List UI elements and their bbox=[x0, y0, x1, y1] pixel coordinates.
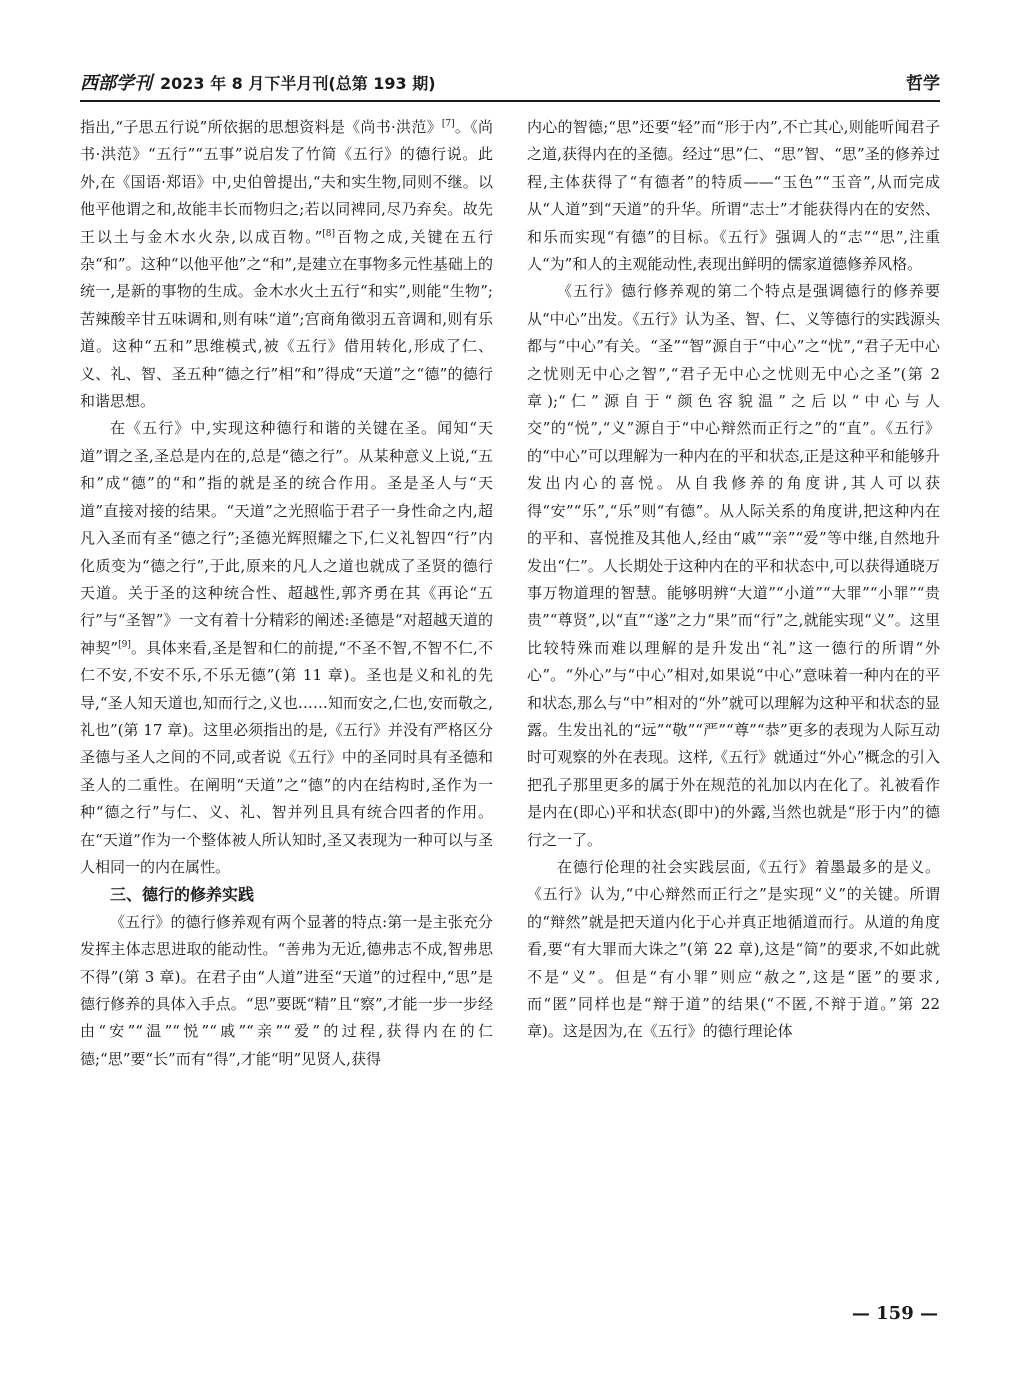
page-number: — 159 — bbox=[851, 1303, 938, 1324]
paragraph: 《五行》的德行修养观有两个显著的特点:第一是主张充分发挥主体志思进取的能动性。“善弗为无近,德弗志不成,智弗思不得”(第 3 章)。在君子由“人道”进至“天道”的过程中,“思”是德行修养的具体入手点。“思”要既“精”且“察”,才能一步一步经由“安”“温”“悦”“戚”“亲”“爱”的过程,获得内在的仁德;“思”要“长”而有“得”,才能“明”见贤人,获得 bbox=[80, 912, 493, 1068]
right-column bbox=[527, 114, 940, 1046]
section-heading: 三、德行的修养实践 bbox=[110, 885, 255, 905]
text-run: 。具体来看,圣是智和仁的前提,“不圣不智,不智不仁,不仁不安,不安不乐,不乐无德”(第 11 章)。圣也是义和礼的先导,“圣人知天道也,知而行之,义也……知而安之,仁也,安而敬之,礼也”(第 17 章)。这里必须指出的是,《五行》并没有严格区分圣德与圣人之间的不同,或者说《五行》中的圣同时具有圣德和圣人的二重性。在阐明“天道”之“德”的内在结构时,圣作为一种“德之行”与仁、义、礼、智并列且具有统合四者的作用。在“天道”作为一个整体被人所认知时,圣又表现为一种可以与圣人相同一的内在属性。 bbox=[80, 638, 493, 876]
section-label: 哲学 bbox=[906, 74, 940, 94]
text-run: 。《尚书·洪范》“五行”“五事”说启发了竹简《五行》的德行说。此外,在《国语·郑语》中,史伯曾提出,“夫和实生物,同则不继。以他平他谓之和,故能丰长而物归之;若以同裨同,尽乃弃矣。故先王以土与金木水火杂,以成百物。” bbox=[80, 118, 493, 246]
text-run: 指出,“子思五行说”所依据的思想资料是《尚书·洪范》 bbox=[80, 118, 442, 136]
issue-info: 2023 年 8 月下半月刊(总第 193 期) bbox=[160, 74, 436, 93]
paragraph: 在德行伦理的社会实践层面,《五行》着墨最多的是义。《五行》认为,“中心辩然而正行之”是实现“义”的关键。所谓的“辩然”就是把天道内化于心并真正地循道而行。从道的角度看,要“有大罪而大诛之”(第 22 章),这是“简”的要求,不如此就不是“义”。但是“有小罪”则应“赦之”,这是“匿”的要求,而“匿”同样也是“辩于道”的结果(“不匿,不辩于道。”第 22 章)。这是因为,在《五行》的德行理论体 bbox=[527, 857, 940, 1041]
paragraph: 《五行》德行修养观的第二个特点是强调德行的修养要从“中心”出发。《五行》认为圣、智、仁、义等德行的实践源头都与“中心”有关。“圣”“智”源自于“中心”之“忧”,“君子无中心之忧则无中心之智”,“君子无中心之忧则无中心之圣”(第 2 章);“仁”源自于“颜色容貌温”之后以“中心与人交”的“悦”,“义”源自于“中心辩然而正行之”的“直”。《五行》的“中心”可以理解为一种内在的平和状态,正是这种平和能够升发出内心的喜悦。从自我修养的角度讲,其人可以获得“安”“乐”,“乐”则“有德”。从人际关系的角度讲,把这种内在的平和、喜悦推及其他人,经由“戚”“亲”“爱”等中继,自然地升发出“仁”。人长期处于这种内在的平和状态中,可以获得通晓万事万物道理的智慧。能够明辨“大道”“小道”“大罪”“小罪”“贵贵”“尊贤”,以“直”“遂”之力“果”而“行”之,就能实现“义”。这里比较特殊而难以理解的是升发出“礼”这一德行的所谓“外心”。“外心”与“中心”相对,如果说“中心”意味着一种内在的平和状态,那么与“中”相对的“外”就可以理解为这种平和状态的显露。生发出礼的“远”“敬”“严”“尊”“恭”更多的表现为人际互动时可观察的外在表现。这样,《五行》就通过“外心”概念的引入把孔子那里更多的属于外在规范的礼加以内在化了。礼被看作是内在(即心)平和状态(即中)的外露,当然也就是“形于内”的德行之一了。 bbox=[527, 282, 940, 849]
text-run: 百物之成,关键在五行杂“和”。这种“以他平他”之“和”,是建立在事物多元性基础上的统一,是新的事物的生成。金木水火土五行“和实”,则能“生物”;苦辣酸辛甘五味调和,则有味“道”;宫商角徵羽五音调和,则有乐道。这种“五和”思维模式,被《五行》借用转化,形成了仁、义、礼、智、圣五种“德之行”相“和”得成“天道”之“德”的德行和谐思想。 bbox=[80, 227, 493, 411]
journal-logo: 西部学刊 bbox=[80, 73, 152, 94]
header-rule bbox=[80, 100, 940, 102]
left-column bbox=[80, 114, 493, 1073]
paragraph bbox=[80, 114, 493, 415]
citation-ref: [9] bbox=[118, 639, 131, 650]
paragraph bbox=[80, 415, 493, 881]
text-run: 在《五行》中,实现这种德行和谐的关键在圣。闻知“天道”谓之圣,圣总是内在的,总是“德之行”。从某种意义上说,“五和”成“德”的“和”指的就是圣的统合作用。圣是圣人与“天道”直接对接的结果。“天道”之光照临于君子一身性命之内,超凡入圣而有圣“德之行”;圣德光辉照耀之下,仁义礼智四“行”内化质变为“德之行”,于此,原来的凡人之道也就成了圣贤的德行天道。关于圣的这种统合性、超越性,郭齐勇在其《再论“五行”与“圣智”》一文有着十分精彩的阐述:圣德是“对超越天道的神契” bbox=[80, 419, 493, 657]
running-header bbox=[80, 72, 940, 98]
citation-ref: [7] bbox=[441, 119, 455, 129]
citation-ref: [8] bbox=[322, 228, 335, 239]
paragraph: 内心的智德;“思”还要“轻”而“形于内”,不亡其心,则能听闻君子之道,获得内在的圣德。经过“思”仁、“思”智、“思”圣的修养过程,主体获得了“有德者”的特质——“玉色”“玉音”,从而完成从“人道”到“天道”的升华。所谓“志士”才能获得内在的安然、和乐而实现“有德”的目标。《五行》强调人的“志”“思”,注重人“为”和人的主观能动性,表现出鲜明的儒家道德修养风格。 bbox=[527, 118, 940, 274]
